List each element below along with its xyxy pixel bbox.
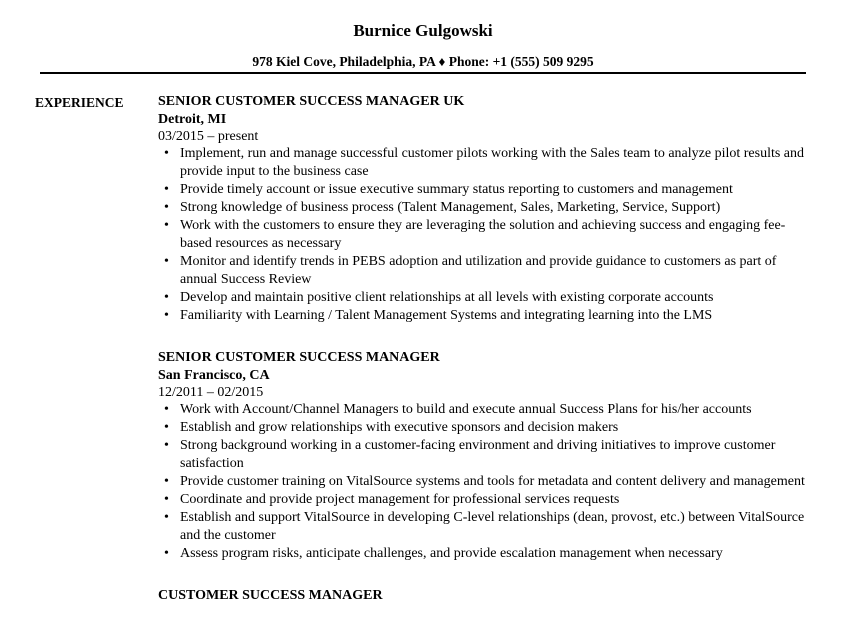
bullet-icon: • (164, 510, 169, 525)
job-title: CUSTOMER SUCCESS MANAGER (158, 588, 383, 603)
duty-text: Establish and support VitalSource in developing C-level relationships (dean, provost, etc.) between VitalSource and the customer (180, 510, 805, 543)
duty-text: Work with Account/Channel Managers to build and execute annual Success Plans for his/her accounts (180, 402, 752, 417)
duty-item (158, 419, 813, 437)
bullet-icon: • (164, 492, 169, 507)
duty-text: Work with the customers to ensure they are leveraging the solution and achieving success and engaging fee-based resources as necessary (180, 218, 786, 251)
duty-item (158, 199, 813, 217)
duty-item (158, 473, 813, 491)
job-location: San Francisco, CA (158, 368, 270, 383)
bullet-icon: • (164, 146, 169, 161)
bullet-icon: • (164, 200, 169, 215)
duty-item (158, 289, 813, 307)
duty-item (158, 509, 813, 545)
job-location: Detroit, MI (158, 112, 227, 127)
duty-item (158, 401, 813, 419)
job-entry (158, 587, 813, 605)
bullet-icon: • (164, 308, 169, 323)
section-label-experience: EXPERIENCE (35, 95, 124, 110)
job-entry (158, 93, 813, 325)
bullet-icon: • (164, 254, 169, 269)
job-title: SENIOR CUSTOMER SUCCESS MANAGER UK (158, 94, 465, 109)
job-title: SENIOR CUSTOMER SUCCESS MANAGER (158, 350, 440, 365)
duty-text: Provide customer training on VitalSource systems and tools for metadata and content delivery and management (180, 474, 805, 489)
header-divider (40, 72, 806, 74)
duty-text: Coordinate and provide project management for professional services requests (180, 492, 620, 507)
bullet-icon: • (164, 218, 169, 233)
duty-item (158, 437, 813, 473)
duty-text: Provide timely account or issue executive summary status reporting to customers and management (180, 182, 733, 197)
experience-list (158, 93, 813, 629)
bullet-icon: • (164, 438, 169, 453)
duty-list (158, 401, 813, 563)
duty-item (158, 491, 813, 509)
duty-item (158, 181, 813, 199)
resume-name: Burnice Gulgowski (353, 21, 493, 40)
duty-text: Strong knowledge of business process (Talent Management, Sales, Marketing, Service, Support) (180, 200, 721, 215)
bullet-icon: • (164, 182, 169, 197)
duty-text: Assess program risks, anticipate challenges, and provide escalation management when necessary (180, 546, 723, 561)
duty-text: Establish and grow relationships with executive sponsors and decision makers (180, 420, 619, 435)
duty-item (158, 545, 813, 563)
duty-item (158, 145, 813, 181)
duty-item (158, 307, 813, 325)
duty-text: Monitor and identify trends in PEBS adoption and utilization and provide guidance to customers as part of annual Success Review (180, 254, 777, 287)
bullet-icon: • (164, 290, 169, 305)
job-dates: 03/2015 – present (158, 129, 259, 144)
bullet-icon: • (164, 474, 169, 489)
duty-text: Familiarity with Learning / Talent Management Systems and integrating learning into the LMS (180, 308, 713, 323)
duty-text: Implement, run and manage successful customer pilots working with the Sales team to analyze pilot results and provide input to the business case (180, 146, 805, 179)
bullet-icon: • (164, 402, 169, 417)
duty-item (158, 253, 813, 289)
job-dates: 12/2011 – 02/2015 (158, 385, 264, 400)
duty-item (158, 217, 813, 253)
bullet-icon: • (164, 420, 169, 435)
job-entry (158, 349, 813, 563)
duty-text: Strong background working in a customer-facing environment and driving initiatives to improve customer satisfaction (180, 438, 776, 471)
duty-text: Develop and maintain positive client relationships at all levels with existing corporate accounts (180, 290, 714, 305)
bullet-icon: • (164, 546, 169, 561)
contact-line: 978 Kiel Cove, Philadelphia, PA ♦ Phone: +1 (555) 509 9295 (252, 54, 594, 69)
duty-list (158, 145, 813, 325)
